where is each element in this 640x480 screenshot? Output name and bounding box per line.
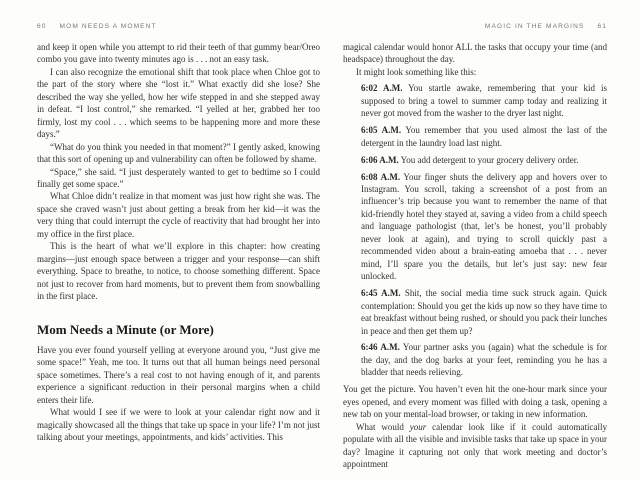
body-paragraph: It might look something like this: [356,66,477,77]
calendar-timeline [361,82,607,378]
timeline-time: 6:06 A.M. [361,154,399,165]
timeline-text: You startle awake, remembering that your kid is supposed to bring a towel to summer camp today and realizing it never got moved from the washer to the dryer last night. [361,83,607,119]
timeline-time: 6:02 A.M. [361,83,403,94]
timeline-time: 6:08 A.M. [361,171,401,182]
right-page [343,0,607,480]
timeline-time: 6:46 A.M. [361,342,400,353]
timeline-entry [361,171,607,283]
timeline-time: 6:45 A.M. [361,288,401,299]
body-paragraph: What would I see if we were to look at your calendar right now and it magically showcased all the things that take up space in your life? I’m not just talking about your meetings, appointments, and kids’ activities. This [37,407,320,443]
timeline-entry [361,287,607,337]
running-head-title-left: MOM NEEDS A MOMENT [59,23,157,30]
running-head-title-right: MAGIC IN THE MARGINS [484,23,585,30]
timeline-text: Your partner asks you (again) what the schedule is for the day, and the dog barks at your feet, reminding you he has a bladder that needs relieving. [361,342,607,378]
body-paragraph: and keep it open while you attempt to rid their teeth of that gummy bear/Oreo combo you gave into twenty minutes ago is . . . not an easy task. [37,42,320,65]
timeline-text: You remember that you used almost the last of the detergent in the laundry load last night. [361,125,608,148]
body-paragraph [343,421,607,471]
timeline-entry [361,124,607,149]
page-number-left: 60 [37,23,47,30]
final-paragraph-italic: your [409,421,427,432]
timeline-text: Your finger shuts the delivery app and hovers over to Instagram. You scroll, taking a screenshot of a post from an influencer’s trip because you want to remember the name of that kid-friendly hotel they stayed at, saving a video from a child speech and language pathologist (that, let’s be honest, you’ll probably never look at again), and trying to scroll quickly past a recommended video about a brain-eating amoeba that . . . never mind, I’ll spare you the details, but let’s just say: new fear unlocked. [361,171,607,282]
timeline-entry [361,341,607,378]
running-head-right [343,23,607,30]
body-paragraph: I can also recognize the emotional shift that took place when Chloe got to the part of the story where she “lost it.” What exactly did she lose? She described the way she yelled, how her wife stepped in and she stepped away in defeat. “I lost control,” she remarked. “I yelled at her, grabbed her too firmly, lost my cool . . . which seems to be happening more and more these days.” [37,66,320,140]
timeline-text: You add detergent to your grocery delivery order. [400,154,579,165]
final-paragraph-prefix: What would [356,421,410,432]
timeline-entry [361,82,607,119]
timeline-text: Shit, the social media time suck struck again. Quick contemplation: Should you get the kids up now so they have time to eat breakfast without being rushed, or should you pack their lunches in peace and then get them up? [361,288,607,336]
section-heading: Mom Needs a Minute (or More) [37,321,214,337]
page-number-right: 61 [597,23,607,30]
body-paragraph: This is the heart of what we’ll explore in this chapter: how creating margins—just enough space between a trigger and your response—can shift everything. Space to breathe, to notice, to choose something different. Space not just to recover from hard moments, but to prevent them from snowballing in the first place. [37,241,320,302]
body-paragraph: Have you ever found yourself yelling at everyone around you, “Just give me some space!” Yeah, me too. It turns out that all human beings need personal space sometimes. There’s a real cost to not having enough of it, and parents experience a significant reduction in their personal margins when a child enters their life. [37,344,320,405]
body-paragraph: What Chloe didn’t realize in that moment was just how right she was. The space she craved wasn’t just about getting a break from her kid—it was the very thing that could interrupt the cycle of reactivity that had brought her into my office in the first place. [37,191,320,239]
timeline-time: 6:05 A.M. [361,125,402,136]
final-paragraph-suffix: calendar look like if it could automatically populate with all the visible and invisible tasks that take up space in your day? Imagine it capturing not only that work meeting and doctor’s appointment [343,421,607,470]
running-head-left [37,23,320,30]
timeline-entry [361,154,607,166]
body-paragraph: “What do you think you needed in that moment?” I gently asked, knowing that this sort of opening up and vulnerability can often be followed by shame. [37,141,320,165]
left-page-body [37,41,320,444]
right-page-body [343,41,607,471]
body-paragraph: “Space,” she said. “I just desperately wanted to get to bedtime so I could finally get some space.” [37,166,320,189]
body-paragraph: magical calendar would honor ALL the tasks that occupy your time (and headspace) throughout the day. [343,42,607,65]
left-page [37,0,320,480]
body-paragraph: You get the picture. You haven’t even hit the one-hour mark since your eyes opened, and every moment was filled with doing a task, opening a new tab on your mental-load browser, or taking in new information. [343,384,607,420]
